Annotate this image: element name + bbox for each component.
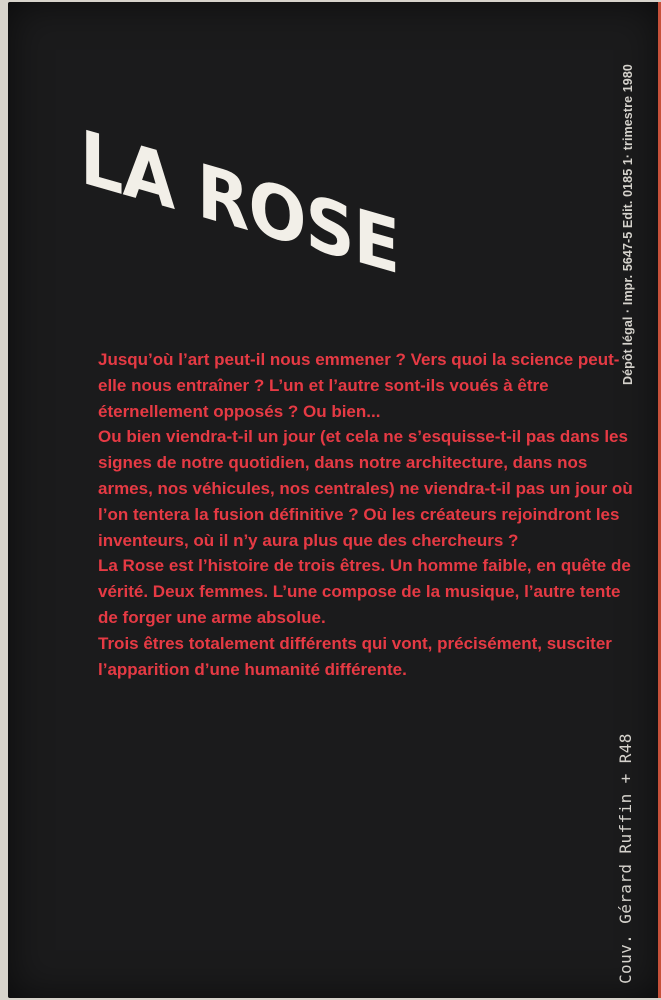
- blurb-paragraph-3: La Rose est l’histoire de trois êtres. Un homme faible, en quête de vérité. Deux femmes. L’une compose de la musique, l’autre tente de forger une arme absolue.: [98, 556, 631, 627]
- cover-panel: [8, 2, 661, 998]
- blurb-paragraph-4: Trois êtres totalement différents qui vont, précisément, susciter l’apparition d’une humanité différente.: [98, 633, 612, 679]
- back-cover-blurb: [98, 347, 638, 682]
- blurb-paragraph-1: Jusqu’où l’art peut-il nous emmener ? Vers quoi la science peut-elle nous entraîner ? L’un et l’autre sont-ils voués à être éternellement opposés ? Ou bien...: [98, 350, 620, 421]
- book-title: LA ROSE: [80, 114, 400, 292]
- legal-deposit-notice: Dépôt légal · Impr. 5647-5 Edit. 0185 1· trimestre 1980: [621, 64, 635, 385]
- cover-credit: Couv. Gérard Ruffin + R48: [616, 733, 635, 984]
- blurb-paragraph-2: Ou bien viendra-t-il un jour (et cela ne s’esquisse-t-il pas dans les signes de notre quotidien, dans notre architecture, dans nos armes, nos véhicules, nos centrales) ne viendra-t-il pas un jour où l’on tentera la fusion définitive ? Où les créateurs rejoindront les inventeurs, où il n’y aura plus que des chercheurs ?: [98, 427, 633, 550]
